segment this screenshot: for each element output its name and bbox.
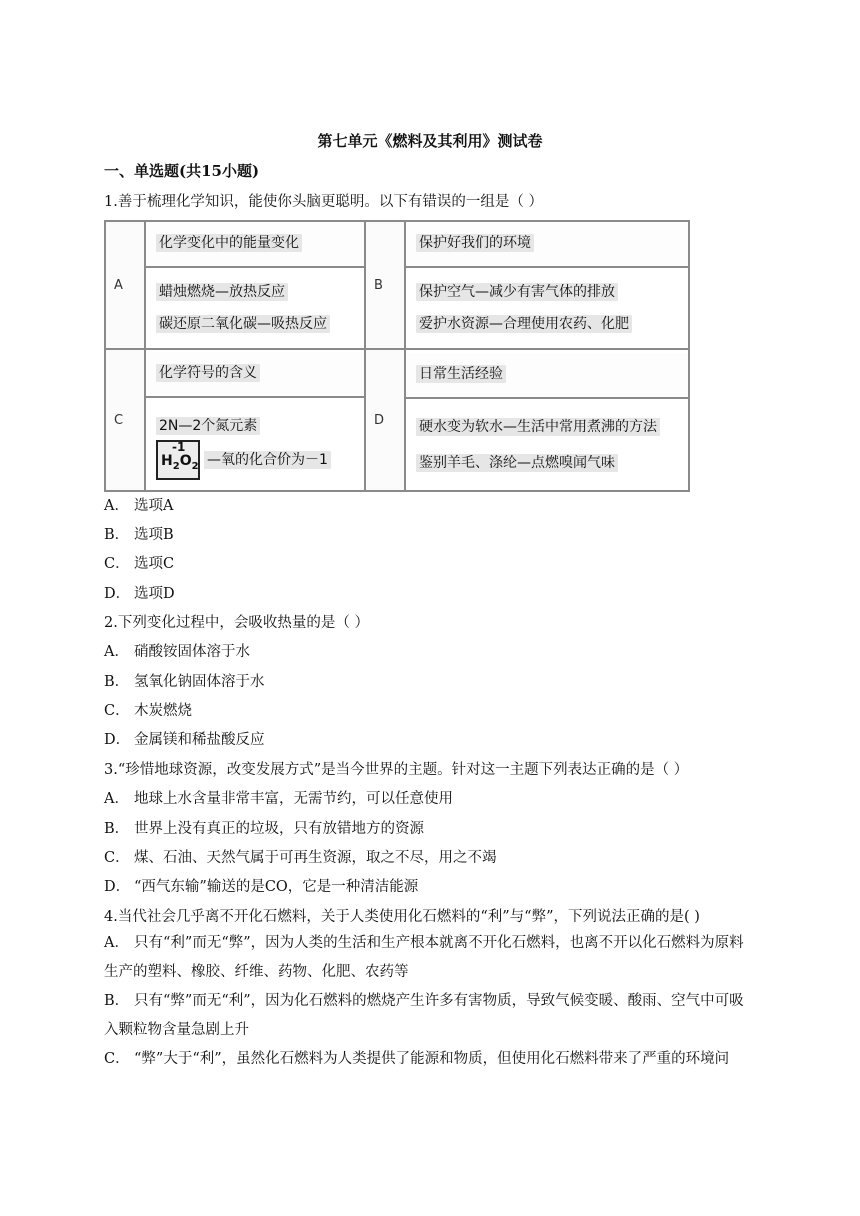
q4-option-a[interactable]: A． 只有“利”而无“弊”，因为人类的生活和生产根本就离不开化石燃料，也离不开以化石燃料为原料生产的塑料、橡胶、纤维、药物、化肥、农药等 — [104, 935, 744, 980]
table-label-c: C — [105, 349, 145, 491]
q3-option-a[interactable]: A． 地球上水含量非常丰富，无需节约，可以任意使用 — [104, 791, 453, 807]
q3-option-b[interactable]: B． 世界上没有真正的垃圾，只有放错地方的资源 — [104, 821, 424, 837]
h2o2-formula: -1 $H_2O_2$ — [156, 440, 200, 480]
page-title: 第七单元《燃料及其利用》测试卷 — [317, 132, 543, 150]
table-b-item-1: 保护空气—减少有害气体的排放 — [416, 283, 618, 301]
question-3-stem: 3.“珍惜地球资源，改变发展方式”是当今世界的主题。针对这一主题下列表达正确的是（ ） — [104, 762, 689, 778]
table-d-item-2: 鉴别羊毛、涤纶—点燃嗅闻气味 — [416, 454, 618, 472]
table-d-item-1: 硬水变为软水—生活中常用煮沸的方法 — [416, 418, 660, 436]
table-d-head: 日常生活经验 — [416, 365, 506, 383]
q3-option-d[interactable]: D． “西气东输”输送的是CO，它是一种清洁能源 — [104, 879, 419, 895]
table-b-head: 保护好我们的环境 — [416, 234, 534, 252]
q4-option-c[interactable]: C． “弊”大于“利”，虽然化石燃料为人类提供了能源和物质，但使用化石燃料带来了严重的环境问 — [104, 1051, 730, 1067]
table-cell-d — [405, 349, 689, 491]
table-cell-a — [145, 221, 365, 349]
q1-option-d[interactable]: D． 选项D — [104, 586, 175, 602]
table-label-a: A — [105, 221, 145, 349]
q2-option-d[interactable]: D． 金属镁和稀盐酸反应 — [104, 732, 265, 748]
table-c-item-1: 2N—2个氮元素 — [156, 417, 260, 435]
table-cell-c — [145, 349, 365, 491]
table-a-head: 化学变化中的能量变化 — [156, 234, 302, 252]
q2-option-c[interactable]: C． 木炭燃烧 — [104, 703, 192, 719]
table-a-item-2: 碳还原二氧化碳—吸热反应 — [156, 315, 330, 333]
q2-option-b[interactable]: B． 氢氧化钠固体溶于水 — [104, 674, 265, 690]
q1-option-a[interactable]: A． 选项A — [104, 498, 174, 514]
table-c-head: 化学符号的含义 — [156, 364, 260, 382]
question-1-stem: 1.善于梳理化学知识，能使你头脑更聪明。以下有错误的一组是（ ） — [104, 194, 543, 210]
q2-option-a[interactable]: A． 硝酸铵固体溶于水 — [104, 644, 250, 660]
q4-option-b[interactable]: B． 只有“弊”而无“利”，因为化石燃料的燃烧产生许多有害物质，导致气候变暖、酸雨、空气中可吸入颗粒物含量急剧上升 — [104, 993, 744, 1038]
question-4-stem: 4.当代社会几乎离不开化石燃料，关于人类使用化石燃料的“利”与“弊”，下列说法正确的是( ) — [104, 909, 700, 925]
q1-option-b[interactable]: B． 选项B — [104, 527, 174, 543]
q3-option-c[interactable]: C． 煤、石油、天然气属于可再生资源，取之不尽，用之不竭 — [104, 850, 497, 866]
question-1-table — [104, 220, 690, 492]
table-b-item-2: 爱护水资源—合理使用农药、化肥 — [416, 315, 632, 333]
table-c-item-2: —氧的化合价为－1 — [204, 451, 331, 469]
table-cell-b — [405, 221, 689, 349]
q1-option-c[interactable]: C． 选项C — [104, 556, 175, 572]
table-label-b: B — [365, 221, 405, 349]
table-a-item-1: 蜡烛燃烧—放热反应 — [156, 283, 288, 301]
table-label-d: D — [365, 349, 405, 491]
question-2-stem: 2.下列变化过程中，会吸收热量的是（ ） — [104, 615, 369, 631]
section-heading: 一、单选题(共15小题) — [104, 162, 260, 180]
